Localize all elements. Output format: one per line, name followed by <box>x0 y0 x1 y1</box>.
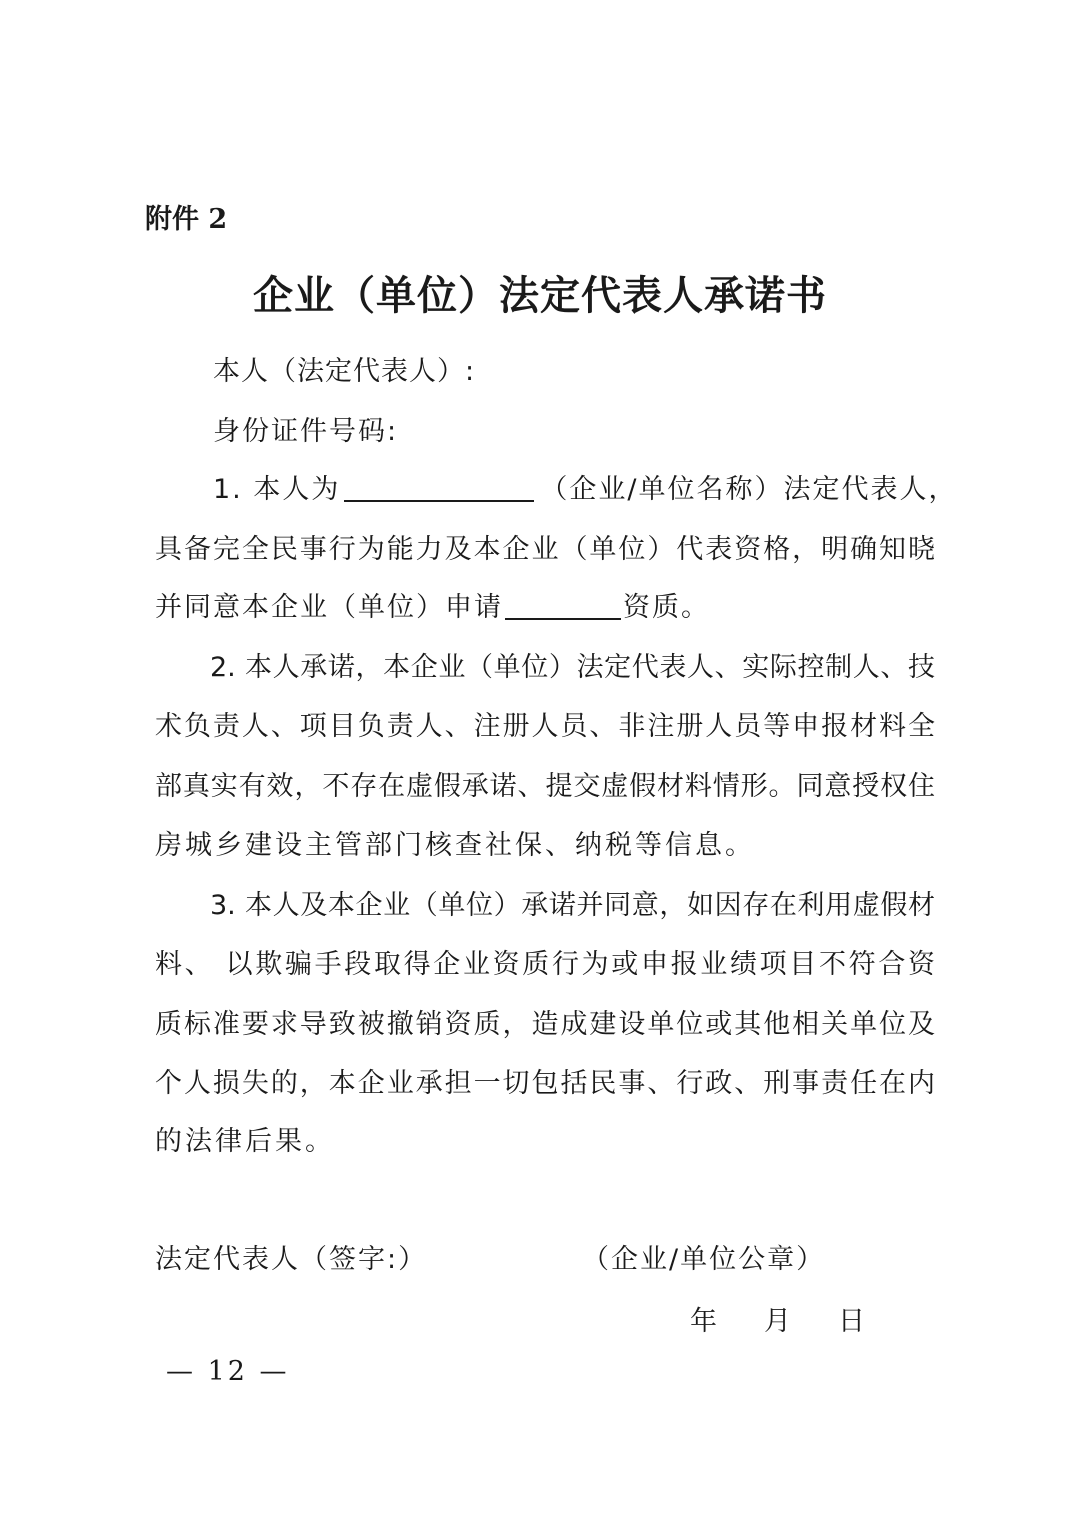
p1-line-1-end: （企业/单位名称）法定代表人， <box>540 474 958 505</box>
date-day-label: 日 <box>838 1306 865 1337</box>
id-number-label: 身份证件号码: <box>213 416 399 447</box>
paragraph-2-line-3: 部真实有效，不存在虚假承诺、提交虚假材料情形。同意授权住 <box>155 771 935 802</box>
company-name-blank[interactable] <box>344 470 534 502</box>
paragraph-3-line-2: 料、 以欺骗手段取得企业资质行为或申报业绩项目不符合资 <box>155 949 935 980</box>
representative-label: 本人（法定代表人）: <box>213 356 476 387</box>
date-year-label: 年 <box>690 1306 717 1337</box>
paragraph-3-line-3: 质标准要求导致被撤销资质，造成建设单位或其他相关单位及 <box>155 1009 935 1040</box>
p1-line-3-start: 并同意本企业（单位）申请 <box>155 592 503 623</box>
paragraph-1-line-1 <box>213 470 958 510</box>
qualification-blank[interactable] <box>505 588 621 620</box>
paragraph-1-line-2: 具备完全民事行为能力及本企业（单位）代表资格，明确知晓 <box>155 534 935 565</box>
document-title: 企业（单位）法定代表人承诺书 <box>253 272 827 319</box>
paragraph-3-line-4: 个人损失的，本企业承担一切包括民事、行政、刑事责任在内 <box>155 1068 935 1099</box>
attachment-label: 附件 2 <box>145 204 228 235</box>
paragraph-1-line-3 <box>155 588 935 628</box>
p1-line-1-start: 1. 本人为 <box>213 474 341 505</box>
paragraph-2-line-1: 2. 本人承诺，本企业（单位）法定代表人、实际控制人、技 <box>210 652 935 683</box>
company-seal-label: （企业/单位公章） <box>582 1244 826 1275</box>
paragraph-2-line-2: 术负责人、项目负责人、注册人员、非注册人员等申报材料全 <box>155 711 935 742</box>
p1-line-3-end: 资质。 <box>623 592 710 623</box>
representative-signature-label: 法定代表人（签字:） <box>155 1244 428 1275</box>
page-number: — 12 — <box>166 1356 290 1387</box>
paragraph-3-line-1: 3. 本人及本企业（单位）承诺并同意，如因存在利用虚假材 <box>210 890 935 921</box>
date-month-label: 月 <box>764 1306 791 1337</box>
paragraph-2-line-4: 房城乡建设主管部门核查社保、纳税等信息。 <box>155 830 755 861</box>
paragraph-3-line-5: 的法律后果。 <box>155 1126 335 1157</box>
